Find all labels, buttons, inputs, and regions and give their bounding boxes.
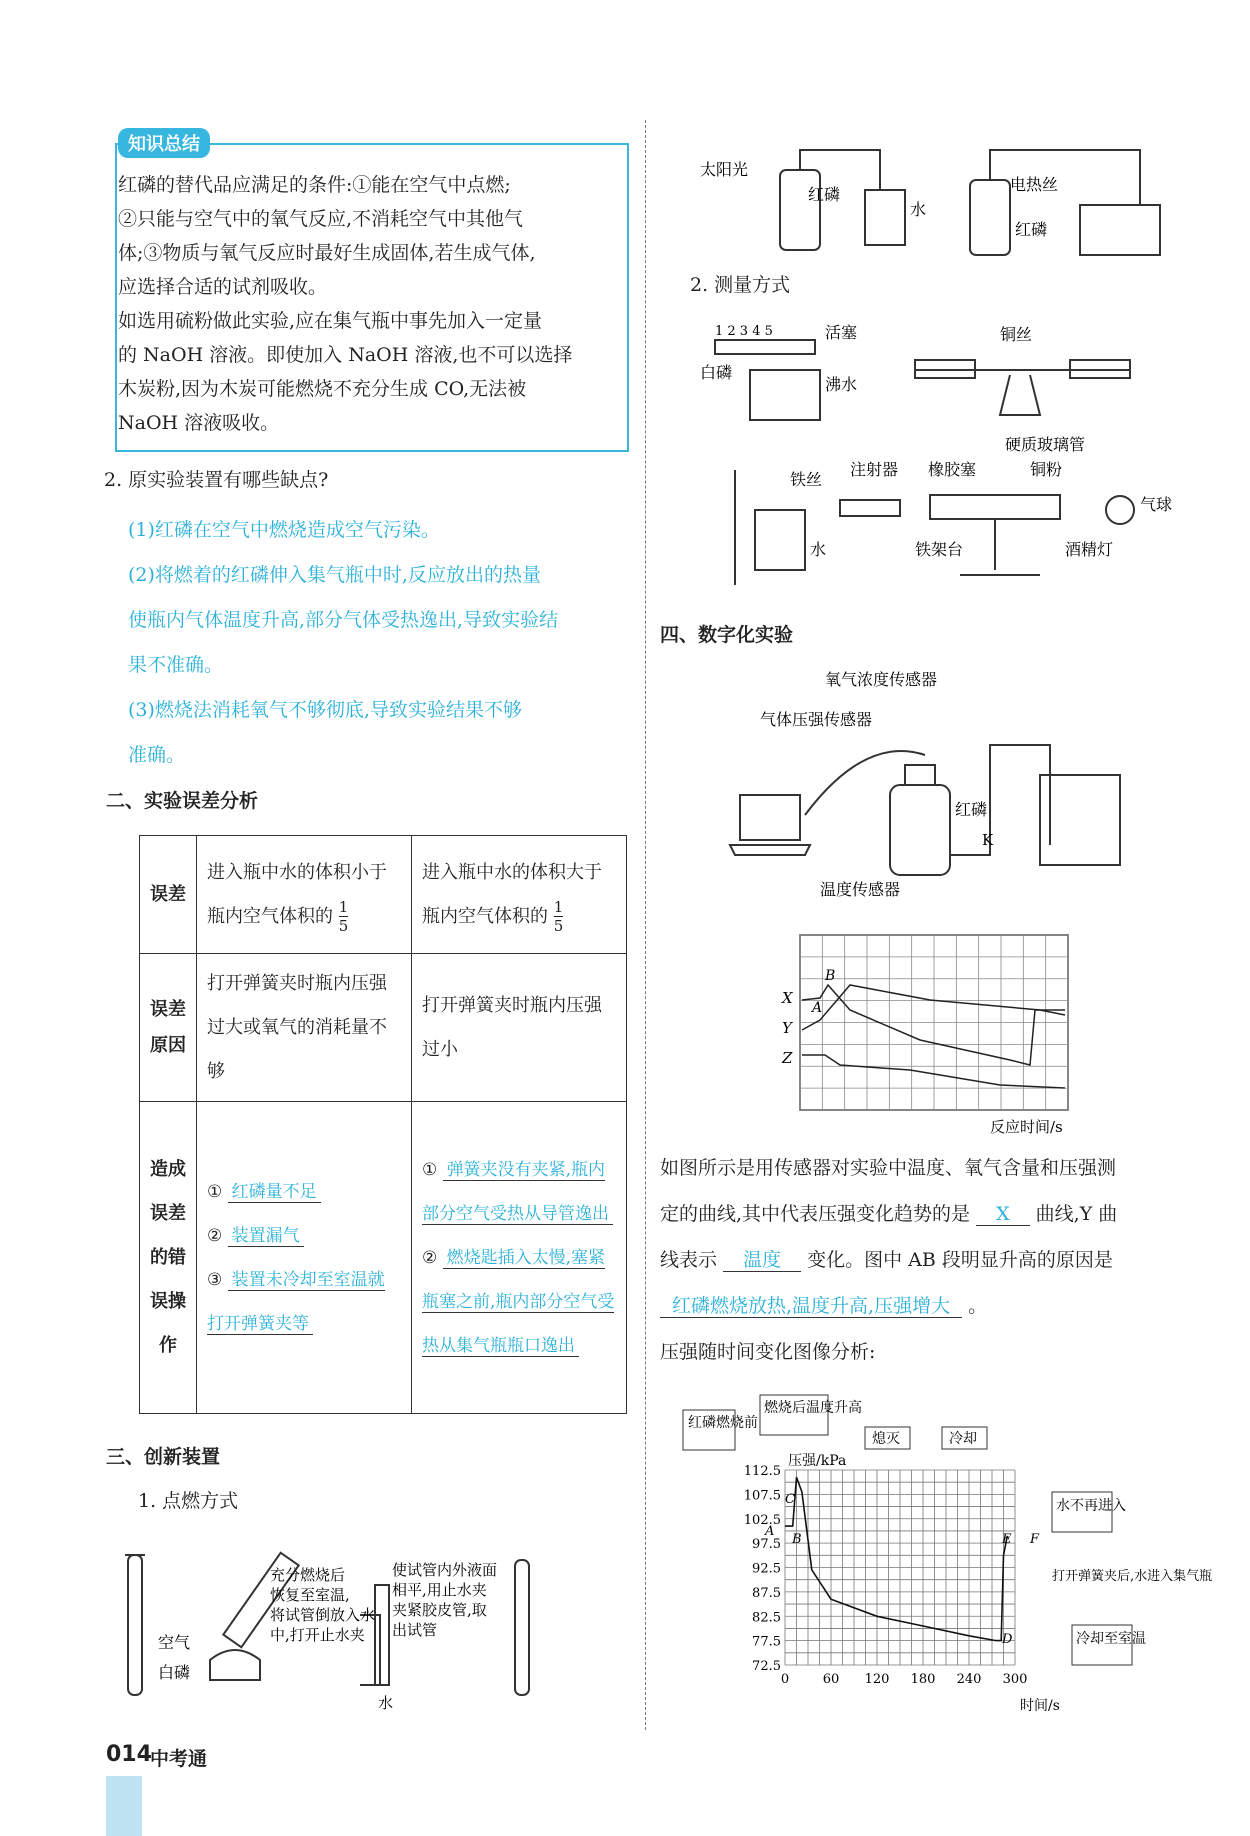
q2-question: 2. 原实验装置有哪些缺点?: [104, 469, 329, 491]
top-ignition-diagram: [700, 140, 1190, 260]
annot-cool: 冷却: [949, 1431, 977, 1447]
q2-answer-line: (2)将燃着的红磷伸入集气瓶中时,反应放出的热量: [128, 564, 541, 586]
chart2-ytick: 107.5: [743, 1488, 781, 1504]
summary-line: 的 NaOH 溶液。即使加入 NaOH 溶液,也不可以选择: [118, 344, 573, 366]
chart2-ytick: 82.5: [752, 1610, 781, 1626]
section3-title: 三、创新装置: [106, 1446, 221, 1468]
label-red-p: 红磷: [808, 185, 841, 204]
annot-extinguish: 熄灭: [872, 1431, 900, 1447]
error-table-cell: 进入瓶中水的体积大于瓶内空气体积的 $\frac{1}{5}$: [412, 836, 627, 954]
q2-answer-line: (3)燃烧法消耗氧气不够彻底,导致实验结果不够: [128, 699, 522, 721]
measure-diagram: [700, 310, 1190, 590]
answer-ab: 红磷燃烧放热,温度升高,压强增大: [660, 1295, 962, 1318]
error-table-label: 误差原因: [140, 954, 197, 1102]
label-stand: 铁架台: [915, 540, 964, 559]
summary-line: 木炭粉,因为木炭可能燃烧不充分生成 CO,无法被: [118, 378, 527, 400]
label-step2: 出试管: [392, 1621, 438, 1639]
label-step2: 相平,用止水夹: [392, 1581, 487, 1599]
point-label-a: A: [765, 1524, 775, 1539]
fraction: $\frac{1}{5}$: [553, 898, 564, 935]
label-piston: 活塞: [825, 323, 858, 342]
error-table-cell: 进入瓶中水的体积小于瓶内空气体积的 $\frac{1}{5}$: [197, 836, 412, 954]
chart2-ytick: 77.5: [752, 1634, 781, 1650]
label-red-p: 红磷: [955, 800, 988, 819]
label-k: K: [982, 831, 994, 849]
chart2-ytick: 112.5: [743, 1464, 781, 1479]
chart2-ytick: 102.5: [743, 1512, 781, 1528]
label-step1: 充分燃烧后: [270, 1566, 346, 1584]
label-o2-sensor: 氧气浓度传感器: [825, 670, 938, 689]
answer-x: X: [976, 1203, 1030, 1226]
error-table-cell: ① 红磷量不足 ② 装置漏气 ③ 装置未冷却至室温就打开弹簧夹等: [197, 1102, 412, 1414]
section4-line: 定的曲线,其中代表压强变化趋势的是 X 曲线,Y 曲: [660, 1203, 1118, 1225]
summary-line: ②只能与空气中的氧气反应,不消耗空气中其他气: [118, 208, 524, 230]
page-number: 014: [106, 1742, 152, 1767]
label-step1: 恢复至室温,: [270, 1586, 350, 1604]
label-pressure-sensor: 气体压强传感器: [760, 710, 873, 729]
section4-line: 如图所示是用传感器对实验中温度、氧气含量和压强测: [660, 1157, 1117, 1179]
label-water: 水: [378, 1694, 394, 1712]
label-white-p: 白磷: [700, 363, 733, 382]
label-scale: 1 2 3 4 5: [715, 324, 773, 339]
label-temp-sensor: 温度传感器: [820, 880, 901, 899]
q2-answer-line: (1)红磷在空气中燃烧造成空气污染。: [128, 519, 440, 541]
sensor-curve-chart: [780, 930, 1100, 1140]
curve-label-x: X: [782, 989, 793, 1007]
chart2-xtick: 180: [910, 1672, 936, 1687]
error-table-cell: 打开弹簧夹时瓶内压强过大或氧气的消耗量不够: [197, 954, 412, 1102]
summary-line: 应选择合适的试剂吸收。: [118, 276, 328, 298]
point-label-f: F: [1030, 1532, 1040, 1547]
label-step2: 夹紧胶皮管,取: [392, 1601, 487, 1619]
error-table-cell: 打开弹簧夹时瓶内压强过小: [412, 954, 627, 1102]
label-iron-wire: 铁丝: [790, 470, 823, 489]
section4-line: 红磷燃烧放热,温度升高,压强增大 。: [660, 1283, 1117, 1329]
point-label-e: E: [1002, 1532, 1012, 1547]
chart2-ytick: 92.5: [752, 1561, 781, 1577]
chart2-ytick: 72.5: [752, 1659, 781, 1674]
error-table-label: 造成误差的错误操作: [140, 1102, 197, 1414]
curve-label-z: Z: [782, 1049, 793, 1067]
section2-title: 二、实验误差分析: [106, 790, 259, 812]
label-lamp: 酒精灯: [1065, 540, 1114, 559]
label-balloon: 气球: [1140, 495, 1173, 514]
ignition-diagram: [120, 1540, 610, 1715]
label-sun: 太阳光: [700, 160, 749, 179]
point-label-a: A: [812, 1000, 823, 1016]
pressure-chart: [680, 1385, 1213, 1714]
chart2-xtick: 0: [780, 1672, 790, 1687]
section3-sub2: 2. 测量方式: [690, 274, 791, 296]
chart2-xlabel: 时间/s: [1020, 1698, 1060, 1714]
error-table: [139, 835, 627, 1414]
label-water: 水: [910, 200, 927, 219]
summary-line: 体;③物质与氧气反应时最好生成固体,若生成气体,: [118, 242, 536, 264]
annot-after: 燃烧后温度升高: [764, 1400, 862, 1416]
label-rubber: 橡胶塞: [928, 460, 977, 479]
q2-answers: [128, 508, 558, 778]
summary-text: [118, 168, 623, 440]
label-wire: 电热丝: [1010, 175, 1059, 194]
column-divider: [645, 120, 646, 1730]
point-label-c: C: [785, 1492, 795, 1507]
annot-before: 红磷燃烧前: [688, 1415, 758, 1431]
label-red-p: 红磷: [1015, 220, 1048, 239]
q2-answer-line: 果不准确。: [128, 654, 224, 676]
chart2-ylabel: 压强/kPa: [788, 1453, 847, 1469]
chart2-xtick: 240: [956, 1672, 982, 1687]
label-cu-powder: 铜粉: [1030, 460, 1063, 479]
annot-no-water: 水不再进入: [1056, 1498, 1126, 1514]
error-table-cell: ① 弹簧夹没有夹紧,瓶内部分空气受热从导管逸出 ② 燃烧匙插入太慢,塞紧瓶塞之前,瓶内部分空气受热从集气瓶瓶口逸出: [412, 1102, 627, 1414]
q2-answer-line: 准确。: [128, 744, 186, 766]
summary-line: 如选用硫粉做此实验,应在集气瓶中事先加入一定量: [118, 310, 543, 332]
annot-open: 打开弹簧夹后,水进入集气瓶: [1052, 1569, 1213, 1584]
label-white-p: 白磷: [158, 1663, 191, 1682]
q2-answer-line: 使瓶内气体温度升高,部分气体受热逸出,导致实验结: [128, 609, 559, 631]
label-hard-glass: 硬质玻璃管: [1005, 435, 1086, 454]
label-step1: 将试管倒放入水: [270, 1606, 376, 1624]
curve-label-y: Y: [782, 1019, 792, 1037]
annot-room-temp: 冷却至室温: [1076, 1631, 1146, 1647]
chart2-xtick: 60: [822, 1672, 840, 1687]
point-label-b: B: [825, 968, 836, 984]
digital-apparatus: [720, 665, 1140, 905]
chart2-xtick: 120: [864, 1672, 890, 1687]
section4-text: [660, 1145, 1117, 1375]
summary-tag: 知识总结: [118, 128, 210, 158]
label-step1: 中,打开止水夹: [270, 1626, 365, 1644]
label-water: 水: [810, 540, 827, 559]
brand-name: 中考通: [150, 1748, 208, 1770]
label-boiling: 沸水: [825, 375, 858, 394]
label-step2: 使试管内外液面: [392, 1561, 498, 1579]
section4-line: 压强随时间变化图像分析:: [660, 1341, 876, 1363]
section4-line: 线表示 温度 变化。图中 AB 段明显升高的原因是: [660, 1249, 1113, 1271]
chart2-ytick: 87.5: [752, 1585, 781, 1601]
summary-line: NaOH 溶液吸收。: [118, 412, 280, 434]
label-copper-wire: 铜丝: [1000, 325, 1033, 344]
chart2-ytick: 97.5: [752, 1537, 781, 1553]
error-table-label: 误差: [140, 836, 197, 954]
footer-bar: [106, 1776, 142, 1836]
chart1-xlabel: 反应时间/s: [990, 1118, 1063, 1136]
section4-title: 四、数字化实验: [660, 624, 794, 646]
point-label-b: B: [792, 1532, 802, 1547]
answer-temp: 温度: [723, 1249, 801, 1272]
fraction: $\frac{1}{5}$: [338, 898, 349, 935]
section3-sub1: 1. 点燃方式: [138, 1490, 239, 1512]
label-syringe: 注射器: [850, 460, 899, 479]
summary-line: 红磷的替代品应满足的条件:①能在空气中点燃;: [118, 174, 511, 196]
point-label-d: D: [1002, 1632, 1013, 1647]
label-air: 空气: [158, 1633, 191, 1652]
chart2-xtick: 300: [1002, 1672, 1028, 1687]
